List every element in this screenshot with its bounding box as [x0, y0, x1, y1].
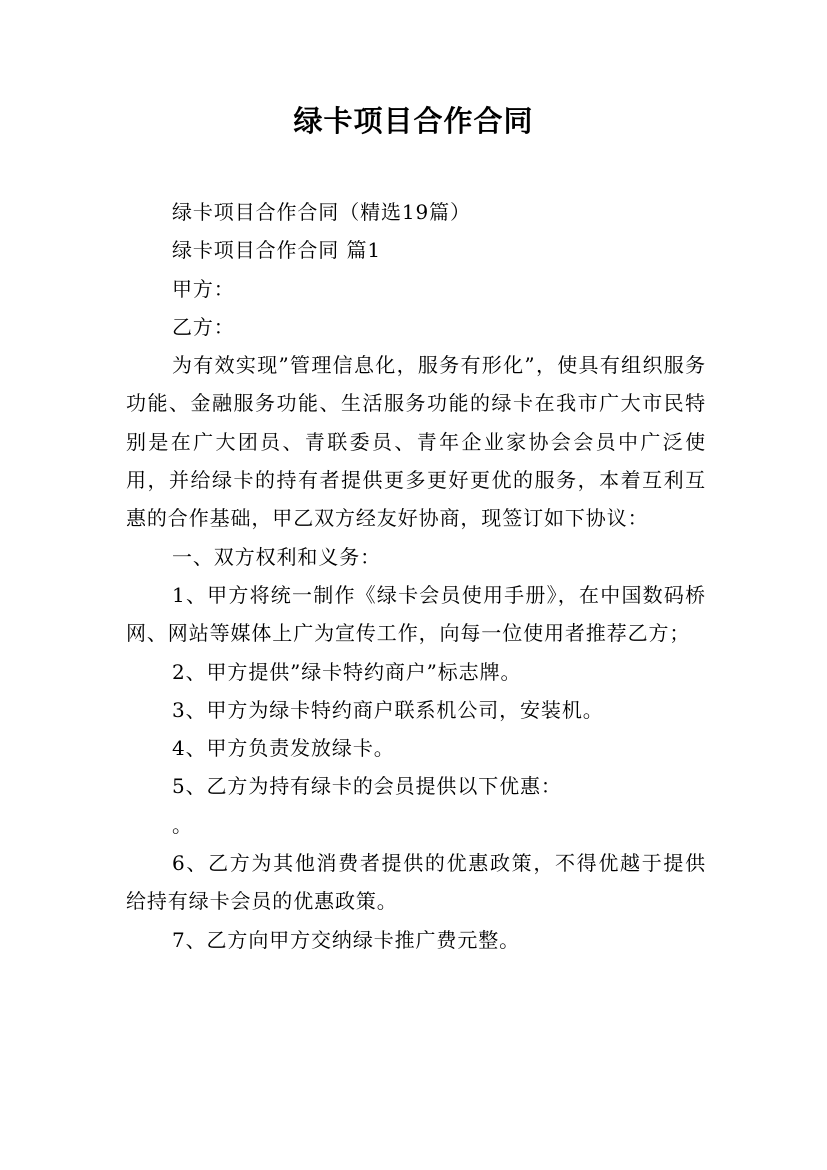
paragraph-subtitle: 绿卡项目合作合同（精选19篇）	[172, 200, 471, 224]
paragraph-clause-2: 2、甲方提供”绿卡特约商户”标志牌。	[172, 659, 522, 684]
paragraph-clause-4: 4、甲方负责发放绿卡。	[172, 736, 395, 761]
paragraph-clause-6: 6、乙方为其他消费者提供的优惠政策，不得优越于提供给持有绿卡会员的优惠政策。	[126, 851, 706, 914]
paragraph-party-a: 甲方：	[172, 276, 235, 301]
paragraph-clause-1: 1、甲方将统一制作《绿卡会员使用手册》，在中国数码桥网、网站等媒体上广为宣传工作，向每一位使用者推荐乙方；	[126, 582, 706, 646]
paragraph-clause-3: 3、甲方为绿卡特约商户联系机公司，安装机。	[172, 697, 604, 722]
document-title: 绿卡项目合作合同	[293, 104, 534, 138]
paragraph-clause-5: 5、乙方为持有绿卡的会员提供以下优惠：	[172, 774, 562, 799]
document-body	[126, 193, 706, 959]
paragraph-clause-7: 7、乙方向甲方交纳绿卡推广费元整。	[172, 927, 521, 952]
paragraph-preamble: 为有效实现”管理信息化，服务有形化”，使具有组织服务功能、金融服务功能、生活服务功能的绿卡在我市广大市民特别是在广大团员、青联委员、青年企业家协会会员中广泛使用，并给绿卡的持有者提供更多更好更优的服务，本着互利互惠的合作基础，甲乙双方经友好协商，现签订如下协议：	[126, 353, 706, 531]
paragraph-rights-heading: 一、双方权利和义务：	[172, 544, 381, 569]
paragraph-section-heading: 绿卡项目合作合同 篇1	[172, 238, 381, 263]
paragraph-party-b: 乙方：	[172, 314, 235, 339]
paragraph-blank-item: 。	[172, 812, 193, 837]
